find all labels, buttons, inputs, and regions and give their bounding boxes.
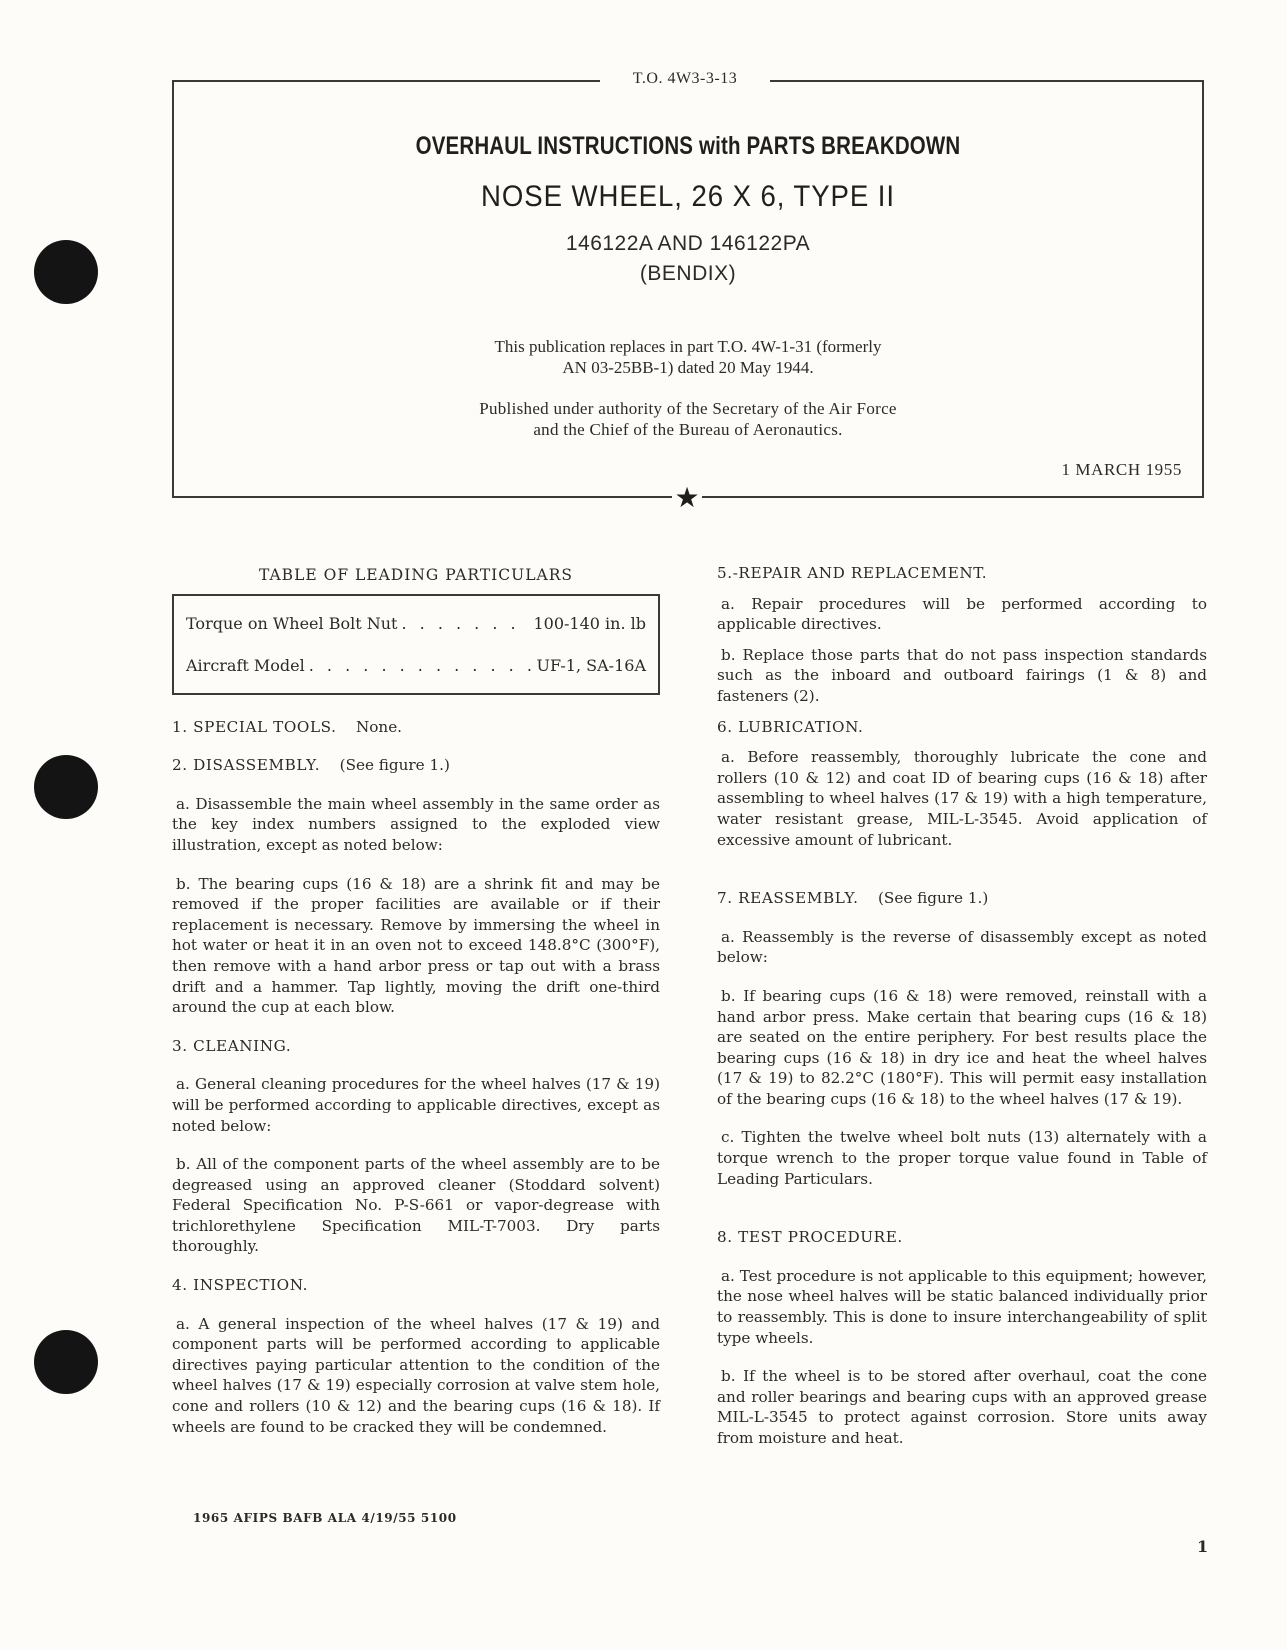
table-row (186, 645, 646, 687)
paragraph: a. A general inspection of the wheel halves (17 & 19) and component parts will be performed according to applicable directives paying particular attention to the condition of the wheel halves (17 & 19) especially corrosion at valve stem hole, cone and rollers (10 & 12) and the bearing cups (16 & 18). If wheels are found to be cracked they will be condemned. (172, 1314, 660, 1436)
paragraph: b. Replace those parts that do not pass inspection standards such as the inboard and outboard fairings (1 & 8) and fasteners (2). (717, 645, 1207, 705)
leader-dots: . . . . . . . (401, 613, 520, 633)
spacer (717, 1207, 1207, 1227)
leading-particulars-title: TABLE OF LEADING PARTICULARS (259, 566, 573, 584)
part-numbers: 146122A AND 146122PA (565, 232, 811, 255)
paragraph: a. General cleaning procedures for the wheel halves (17 & 19) will be performed according to applicable directives, except as noted below: (172, 1075, 660, 1135)
paragraph: a. Repair procedures will be performed according to applicable directives. (717, 594, 1207, 634)
heading-text: 7. REASSEMBLY. (717, 889, 859, 908)
authority-notice (174, 398, 1202, 440)
left-column (172, 565, 660, 1455)
spacer (717, 868, 1207, 888)
heading-text: 2. DISASSEMBLY. (172, 756, 321, 775)
section-heading (717, 888, 1207, 909)
punch-hole-icon (34, 755, 98, 819)
table-row (186, 603, 646, 645)
printer-imprint: 1965 AFIPS BAFB ALA 4/19/55 5100 (193, 1511, 457, 1525)
paragraph: a. Disassemble the main wheel assembly in the same order as the key index numbers assigned to the exploded view illustration, except as noted below: (172, 794, 660, 854)
authority-line-1: Published under authority of the Secretary of the Air Force (479, 399, 897, 418)
section-heading: 5.-REPAIR AND REPLACEMENT. (717, 564, 988, 582)
supersession-line-2: AN 03-25BB-1) dated 20 May 1944. (562, 358, 814, 377)
heading-text: 1. SPECIAL TOOLS. (172, 717, 337, 736)
paragraph: c. Tighten the twelve wheel bolt nuts (13) alternately with a torque wrench to the proper torque value found in Table of Leading Particulars. (717, 1128, 1207, 1188)
section-heading: 8. TEST PROCEDURE. (717, 1228, 903, 1247)
paragraph: b. The bearing cups (16 & 18) are a shrink fit and may be removed if the proper facilities are available or if their replacement is necessary. Remove by immersing the wheel in hot water or heat it in an oven not to exceed 148.8°C (300°F), then remove with a hand arbor press or tap out with a brass drift and a hammer. Tap lightly, moving the drift one-third around the cup at each blow. (172, 874, 660, 1017)
paragraph: b. If bearing cups (16 & 18) were removed, reinstall with a hand arbor press. Make certain that bearing cups (16 & 18) are seated on the entire periphery. For best results place the bearing cups (16 & 18) in dry ice and heat the wheel halves (17 & 19) to 82.2°C (180°F). This will permit easy installation of the bearing cups (16 & 18) to the wheel halves (17 & 19). (717, 986, 1207, 1108)
row-value: 100-140 in. lb (533, 613, 646, 633)
punch-hole-icon (34, 1330, 98, 1394)
section-heading: 6. LUBRICATION. (717, 717, 864, 736)
section-heading (172, 717, 660, 738)
section-heading (172, 755, 660, 776)
star-icon: ★ (672, 483, 702, 513)
document-title: OVERHAUL INSTRUCTIONS with PARTS BREAKDOWN (415, 132, 961, 160)
paragraph: b. If the wheel is to be stored after overhaul, coat the cone and roller bearings and bearing cups with an approved grease MIL-L-3545 to protect against corrosion. Store units away from moisture and heat. (717, 1367, 1207, 1447)
section-heading: 4. INSPECTION. (172, 1276, 309, 1295)
heading-note: None. (355, 717, 403, 736)
row-label: Aircraft Model (186, 655, 305, 675)
punch-hole-icon (34, 240, 98, 304)
document-subtitle: NOSE WHEEL, 26 X 6, TYPE II (481, 180, 895, 213)
leader-dots: . . . . . . . . . . . . . (308, 655, 536, 675)
supersession-line-1: This publication replaces in part T.O. 4W-1-31 (formerly (494, 337, 882, 356)
manufacturer: (BENDIX) (639, 262, 737, 285)
supersession-notice (174, 336, 1202, 378)
paragraph: a. Test procedure is not applicable to this equipment; however, the nose wheel halves will be static balanced individually prior to reassembly. This is done to insure interchangeability of split type wheels. (717, 1266, 1207, 1347)
page-number: 1 (1197, 1537, 1209, 1556)
row-label: Torque on Wheel Bolt Nut (186, 613, 398, 633)
authority-line-2: and the Chief of the Bureau of Aeronautics. (533, 420, 843, 439)
paragraph: b. All of the component parts of the wheel assembly are to be degreased using an approved cleaner (Stoddard solvent) Federal Specification No. P-S-661 or vapor-degrease with trichlorethylene Specification MIL-T-7003. Dry parts thoroughly. (172, 1155, 660, 1256)
section-heading: 3. CLEANING. (172, 1036, 292, 1055)
row-value: UF-1, SA-16A (536, 655, 646, 675)
right-column (717, 563, 1207, 1467)
publication-date: 1 MARCH 1955 (1061, 460, 1182, 479)
paragraph: a. Before reassembly, thoroughly lubricate the cone and rollers (10 & 12) and coat ID of bearing cups (16 & 18) after assembling to wheel halves (17 & 19) with a high temperature, water resistant grease, MIL-L-3545. Avoid application of excessive amount of lubricant. (717, 748, 1207, 849)
to-number: T.O. 4W3-3-13 (600, 70, 770, 88)
figure-reference: (See figure 1.) (878, 889, 989, 908)
figure-reference: (See figure 1.) (339, 756, 450, 775)
leading-particulars-table (172, 594, 660, 695)
paragraph: a. Reassembly is the reverse of disassembly except as noted below: (717, 927, 1207, 967)
title-block (172, 80, 1204, 498)
